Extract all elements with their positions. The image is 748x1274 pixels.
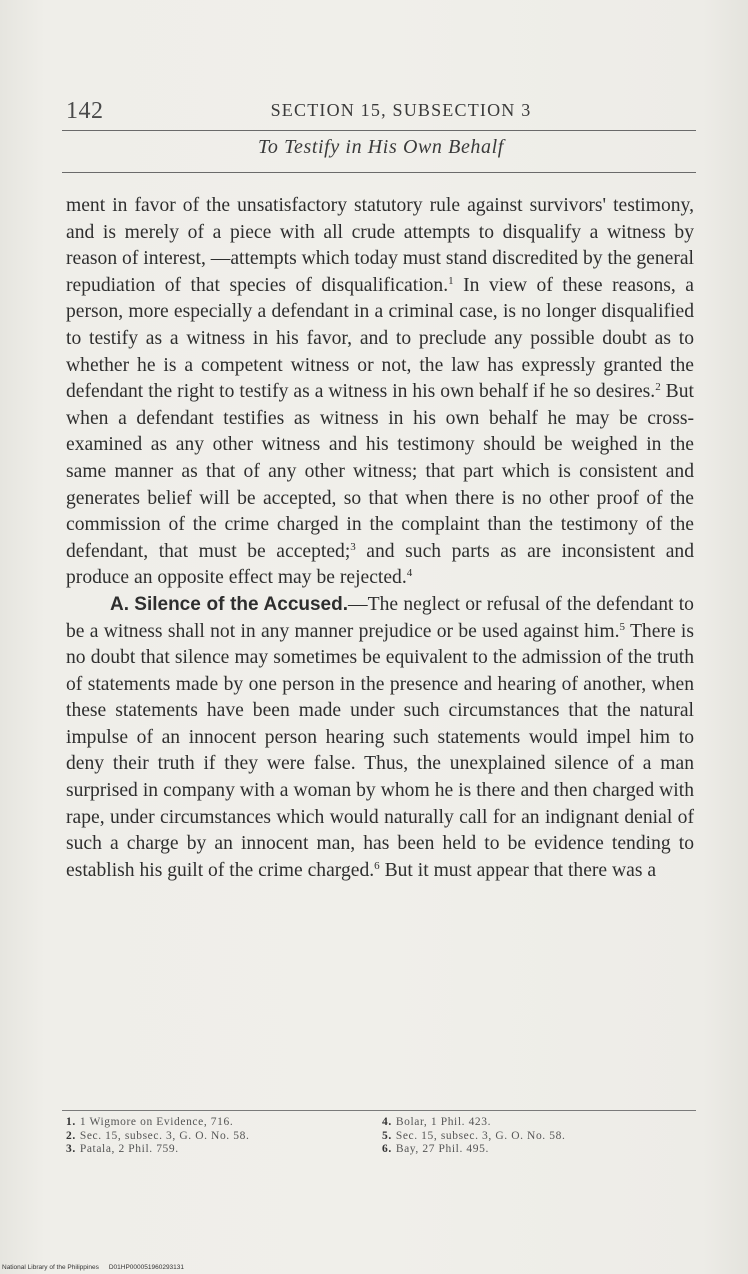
footnote-ref-3: 3: [350, 540, 356, 553]
running-header: [66, 98, 696, 128]
footnote-rule: [62, 1110, 696, 1111]
archive-stamp: [2, 1264, 194, 1271]
library-name: National Library of the Philippines: [2, 1264, 99, 1271]
footnote-ref-4: 4: [406, 567, 413, 580]
paragraph-2: A. Silence of the Accused.—The neglect or refusal of the defendant to be a witness shall not in any manner prejudice or be used against him.$^5$ There is no doubt that silence may sometimes be equivalent to the admission of the truth of statements made by one person in the presence and hearing of another, when these statements have been made under such circumstances that the natural impulse of an innocent person hearing such statements would impel him to deny their truth if they were false. Thus, the unexplained silence of a man surprised in company with a woman by whom he is there and then charged with rape, under circumstances which would naturally call for an indignant denial of such a charge by an innocent man, has been held to be evidence tending to establish his guilt of the crime charged.$^6$ But it must appear that there was a: [66, 593, 695, 881]
scan-id: D01HP000051960293131: [108, 1264, 185, 1271]
footnotes-left-column: [66, 1116, 386, 1157]
footnote-ref-1: 1: [448, 274, 454, 287]
footnotes-right-column: [382, 1116, 702, 1157]
footnote-6: 6. Bay, 27 Phil. 495.: [382, 1143, 489, 1155]
page-number: 142: [66, 98, 104, 124]
running-subtitle: To Testify in His Own Behalf: [258, 136, 504, 158]
footnote-1: 1. 1 Wigmore on Evidence, 716.: [66, 1116, 234, 1128]
footnote-5: 5. Sec. 15, subsec. 3, G. O. No. 58.: [382, 1129, 566, 1142]
footnote-ref-6: 6: [374, 859, 380, 872]
paragraph-1: ment in favor of the unsatisfactory statutory rule against survivors' testimony, and is merely of a piece with all crude attempts to disqualify a witness by reason of interest, —attempts which today must stand discredited by the general repudiation of that species of disqualification.$^1$ In view of these reasons, a person, more especially a defendant in a criminal case, is no longer disqualified to testify as a witness in his favor, and to preclude any possible doubt as to whether he is a competent witness or not, the law has expressly granted the defendant the right to testify as a witness in his own behalf if he so desires.$^2$ But when a defendant testifies as witness in his own behalf he may be cross-examined as any other witness and his testimony should be weighed in the same manner as that of any other witness; that part which is consistent and generates belief will be accepted, so that when there is no other proof of the commission of the crime charged in the complaint than the testimony of the defendant, that must be accepted;$^3$ and such parts as are inconsistent and produce an opposite effect may be rejected.$^4$: [66, 195, 694, 589]
section-title: SECTION 15, SUBSECTION 3: [270, 100, 532, 120]
subsection-label: A.: [110, 593, 129, 615]
body-text: [66, 193, 694, 884]
subtitle-rule: [62, 172, 696, 173]
footnote-ref-2: 2: [655, 381, 661, 394]
subsection-heading: Silence of the Accused.: [134, 593, 349, 615]
footnote-4: 4. Bolar, 1 Phil. 423.: [382, 1116, 492, 1128]
footnote-ref-5: 5: [619, 620, 626, 633]
footnote-2: 2. Sec. 15, subsec. 3, G. O. No. 58.: [66, 1129, 250, 1142]
header-rule: [62, 130, 696, 131]
footnote-3: 3. Patala, 2 Phil. 759.: [66, 1143, 179, 1155]
